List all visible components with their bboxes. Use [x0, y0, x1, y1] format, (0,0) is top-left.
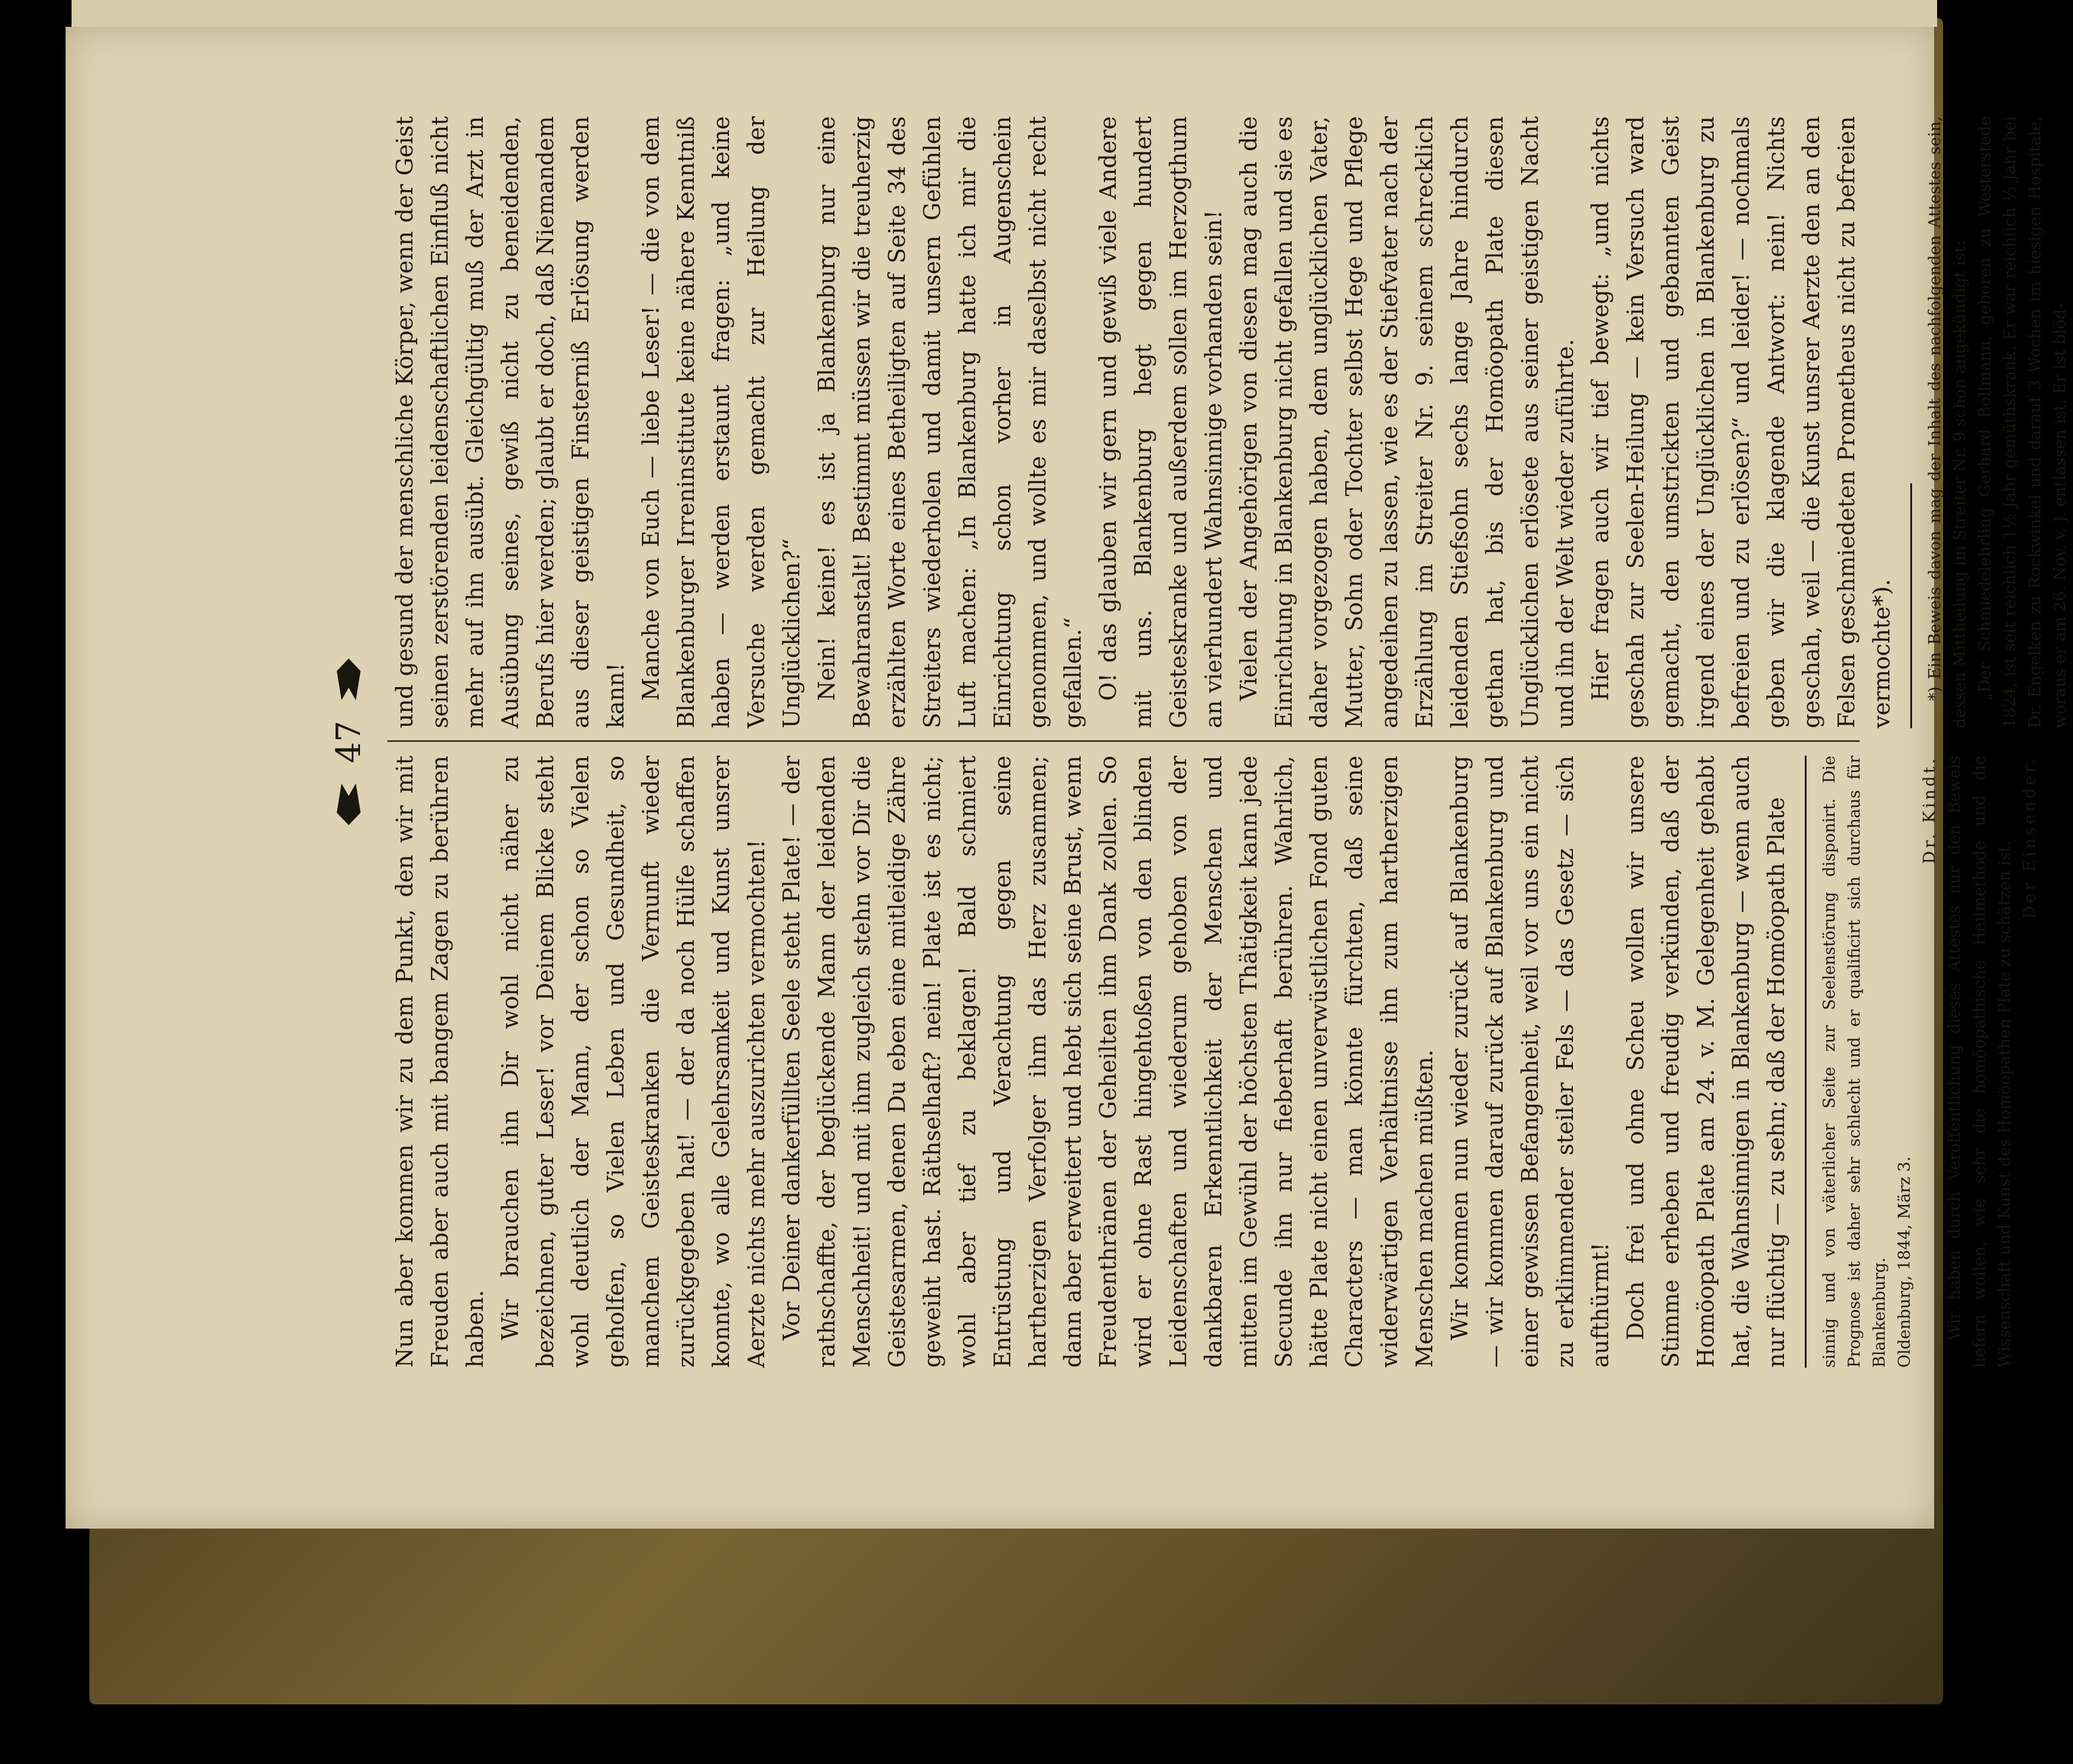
page-content	[322, 116, 2069, 1368]
paragraph: Doch frei und ohne Scheu wollen wir unsere Stimme erheben und freudig verkünden, daß der Homöopath Plate am 24. v. M. Gelegenheit gehabt hat, die Wahnsinnigen in Blankenburg — wenn auch nur flüchtig — zu sehn; daß der Homöopath Plate	[1622, 756, 1789, 1368]
footnote-text: *) Ein Beweis davon mag der Inhalt des nachfolgenden Attestes sein, dessen Mittheilung im Streiter Nr. 9 schon angekündigt ist:	[1926, 116, 1969, 728]
paragraph: Manche von Euch — liebe Leser! — die von dem Blankenburger Irreninstitute keine nähere Kenntniß haben — werden erstaunt fragen: „und keine Versuche werden gemacht zur Heilung der Unglücklichen?“	[638, 116, 805, 728]
note-text: sinnig und von väterlicher Seite zur Seelenstörung disponirt. Die Prognose ist daher sehr schlecht und er qualificirt sich durchaus für Blankenburg.	[1820, 756, 1889, 1368]
separator-rule	[1805, 756, 1807, 1368]
footnote-rule	[1910, 483, 1912, 728]
paragraph: und gesund der menschliche Körper, wenn der Geist seinen zerstörenden leidenschaftlichen Einfluß nicht mehr auf ihn ausübt. Gleichgültig muß der Arzt in Ausübung seines, gewiß nicht zu beneidenden, Berufs hier werden; glaubt er doch, daß Niemandem aus dieser geistigen Finsterniß Erlösung werden kann!	[392, 116, 629, 728]
ornament-right-icon	[337, 659, 361, 700]
footnote	[1923, 116, 2073, 728]
paragraph: Vor Deiner dankerfüllten Seele steht Plate! — der rathschaffte, der beglückende Mann der leidenden Menschheit! und mit ihm zugleich stehn vor Dir die Geistesarmen, denen Du eben eine mitleidige Zähre geweiht hast. Räthselhaft? nein! Plate ist es nicht; wohl aber tief zu beklagen! Bald schmiert Entrüstung und Verachtung gegen seine hartherzigen Verfolger ihm das Herz zusammen; dann aber erweitert und hebt sich seine Brust, wenn Freudenthränen der Geheilten ihm Dank zollen. So wird er ohne Rast hingehtoßen von den blinden Leidenschaften und wiederum gehoben von der dankbaren Erkenntlichkeit der Menschen und mitten im Gewühl der höchsten Thätigkeit kann jede Secunde ihn nur fieberhaft berühren. Wahrlich, hätte Plate nicht einen unverwüstlichen Fond guten Characters — man könnte fürchten, daß seine widerwärtigen Verhältnisse ihn zum hartherzigen Menschen machen müßten.	[778, 756, 1438, 1368]
note-date: Oldenburg, 1844, März 3.	[1895, 1156, 1914, 1368]
attest-continuation	[1817, 756, 2043, 1368]
note-text: Wir haben durch Veröffentlichung dieses Attestes nur den Beweis liefern wollen, wie sehr die homöopathische Heilmethode und die Wissenschaft und Kunst des Homöopathen Plate zu schätzen ist.	[1945, 756, 2014, 1368]
paragraph: Nun aber kommen wir zu dem Punkt, den wir mit Freuden aber auch mit bangem Zagen zu berühren haben.	[392, 756, 488, 1368]
text-columns	[387, 116, 2069, 1368]
footnote-text: „Der Schmiedelehrling Gerhard Bollmann, geboren zu Westerstede 1824, ist seit reichlich 1½ Jahr gemüthskrank. Er war reichlich ½ Jahr bei Dr. Engelken zu Rockwinkel und darauf 3 Wochen im hiesigen Hospitale, woraus er am 26. Nov. v. J. entlassen ist. Er ist blöd-	[1976, 116, 2069, 728]
ornament-left-icon	[337, 784, 361, 825]
paragraph: Nein! keine! es ist ja Blankenburg nur eine Bewahranstalt! Bestimmt müssen wir die treuherzig erzählten Worte eines Betheiligten auf Seite 34 des Streiters wiederholen und damit unsern Gefühlen Luft machen: „In Blankenburg hatte ich mir die Einrichtung schon vorher in Augenschein genommen, und wollte es mir daselbst nicht recht gefallen.“	[814, 116, 1086, 728]
note-signature: Der Einsender.	[2021, 756, 2039, 919]
note-signature: Dr. Kindt.	[1920, 756, 1939, 864]
paragraph: O! das glauben wir gern und gewiß viele Andere mit uns. Blankenburg hegt gegen hundert Geisteskranke und außerdem sollen im Herzogthum an vierhundert Wahnsinnige vorhanden sein!	[1095, 116, 1227, 728]
left-column	[387, 756, 2039, 1368]
paragraph: Wir brauchen ihn Dir wohl nicht näher zu bezeichnen, guter Leser! vor Deinem Blicke steht wohl deutlich der Mann, der schon so Vielen geholfen, so Vielen Leben und Gesundheit, so manchem Geisteskranken die Vernunft wieder zurückgegeben hat! — der da noch Hülfe schaffen konnte, wo alle Gelehrsamkeit und Kunst unsrer Aerzte nichts mehr auszurichten vermochten!	[497, 756, 769, 1368]
right-column	[387, 116, 2069, 728]
paragraph: Vielen der Angehörigen von diesen mag auch die Einrichtung in Blankenburg nicht gefallen und sie es daher vorgezogen haben, dem unglücklichen Vater, Mutter, Sohn oder Tochter selbst Hege und Pflege angedeihen zu lassen, wie es der Stiefvater nach der Erzählung im Streiter Nr. 9. seinem schrecklich leidenden Stiefsohn sechs lange Jahre hindurch gethan hat, bis der Homöopath Plate diesen Unglücklichen erlösete aus seiner geistigen Nacht und ihn der Welt wieder zuführte.	[1236, 116, 1578, 728]
paragraph: Hier fragen auch wir tief bewegt: „und nichts geschah zur Seelen-Heilung — kein Versuch ward gemacht, den umstrickten und gebannten Geist irgend eines der Unglücklichen in Blankenburg zu befreien und zu erlösen?“ und leider! — nochmals geben wir die klagende Antwort: nein! Nichts geschah, weil — die Kunst unsrer Aerzte den an den Felsen geschmiedeten Prometheus nicht zu befreien vermochte*).	[1587, 116, 1895, 728]
facing-page-edge	[72, 0, 1937, 27]
column-divider	[387, 740, 1860, 742]
paragraph: Wir kommen nun wieder zurück auf Blankenburg — wir kommen darauf zurück auf Blankenburg und einer gewissen Befangenheit, weil vor uns ein nicht zu erklimmender steiler Fels — das Gesetz — sich aufthürmt!	[1447, 756, 1613, 1368]
page-number: 47	[329, 720, 368, 763]
page-header	[322, 116, 376, 1368]
book-page	[66, 27, 2069, 1529]
